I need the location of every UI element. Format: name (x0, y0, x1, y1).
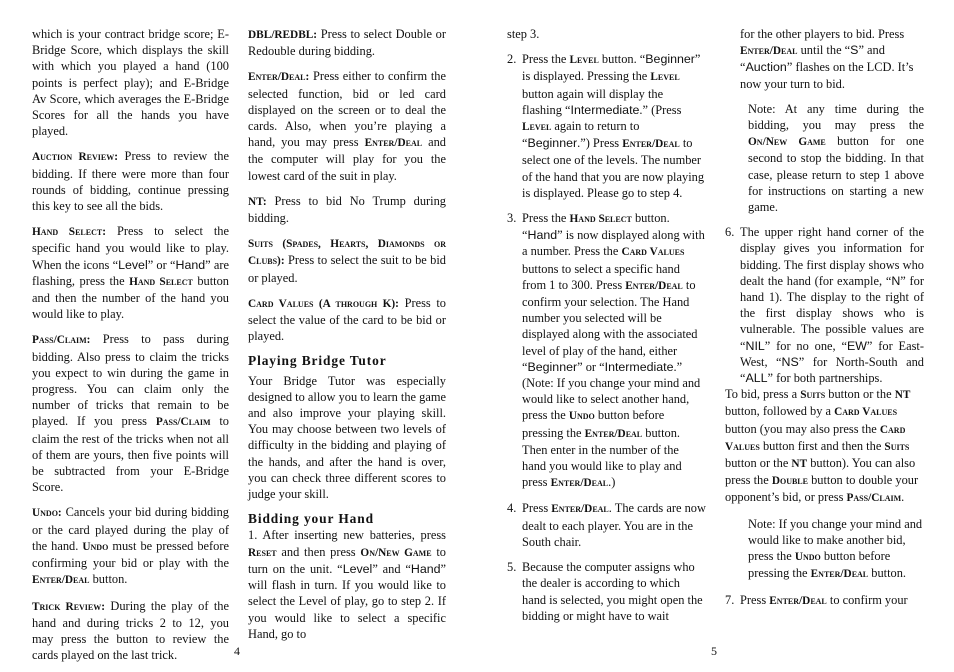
trick-review-paragraph: Trick Review: During the play of the hand and during tricks 2 to 12, you may press the button to review the cards played on the last trick. (32, 598, 229, 663)
pass-claim-label: Pass/Claim: (32, 334, 91, 347)
nt-paragraph: NT: Press to bid No Trump during bidding. (248, 193, 446, 226)
page5-column-left (507, 26, 706, 633)
step-2-item: 2. Press the Level button. “Beginner” is displayed. Pressing the Level button again will display the flashing “Intermediate.” (Press Level again to return to “Beginner.”) Press Enter/Deal to select one of the levels. The number of the hand that you are now playing is displayed. Please go to step 4. (507, 52, 705, 200)
step-7-item: 7. Press Enter/Deal to confirm your (725, 592, 908, 607)
enter-deal-label: Enter/Deal: (248, 71, 310, 84)
dbl-redbl-label: DBL/REDBL: (248, 29, 318, 41)
suits-label: Suits (Spades, Hearts, Diamonds or Clubs): (248, 238, 446, 268)
page-number-4: 4 (234, 644, 240, 658)
auction-review-paragraph: Auction Review: Press to review the bidding. If there were more than four rounds of bidding, continue pressing this key to see all the bids. (32, 149, 229, 214)
score-description-paragraph: which is your contract bridge score; E-Bridge Score, which displays the skill with which you played a hand (100 points is perfect play); and E-Bridge Av Score, which averages the E-Bridge Scores for all the hands you have played. (32, 27, 229, 139)
step-5-item: 5. Because the computer assigns who the dealer is according to which hand is selected, you might open the bidding or might have to wait (507, 560, 703, 623)
step-5-continuation: for the other players to bid. Press Enter/Deal until the “S” and “Auction” flashes on the LCD. It’s now your turn to bid. (740, 27, 914, 91)
card-values-label: Card Values (A through K): (248, 297, 399, 310)
suits-paragraph: Suits (Spades, Hearts, Diamonds or Clubs): Press to select the suit to be bid or played. (248, 238, 446, 285)
page4-column-right (248, 26, 446, 651)
undo-paragraph: Undo: Cancels your bid during bidding or the card played during the play of the hand. Undo must be pressed before confirming your bid or play with the Enter/Deal button. (32, 505, 229, 587)
nt-label: NT: (248, 195, 267, 208)
trick-review-label: Trick Review: (32, 600, 106, 613)
step-6-item: 6. The upper right hand corner of the display gives you information for bidding. The first display shows who dealt the hand (for example, “N” for hand 1). The display to the right of the first display shows who is vulnerable. The possible values are “NIL” for no one, “EW” for East-West, “NS” for North-South and “ALL” for both partnerships. (725, 225, 925, 386)
card-values-paragraph: Card Values (A through K): Press to select the value of the card to be bid or played. (248, 295, 446, 344)
note-change-bid: Note: If you change your mind and would like to make another bid, press the Undo button before pressing the Enter/Deal button. (748, 516, 923, 581)
how-to-bid-paragraph: To bid, press a Suits button or the NT button, followed by a Card Values button (you may also press the Card Values button first and then the Suits button or the NT button). You can also press the Double button to double your opponent’s bid, or press Pass/Claim. (725, 387, 919, 505)
page4-column-left (32, 26, 229, 672)
step-1-paragraph: 1. After inserting new batteries, press Reset and then press On/New Game to turn on the unit. “Level” and “Hand” will flash in turn. If you would like to select the Level of play, go to step 2. If you would like to select a specific Hand, go to (248, 528, 446, 641)
pass-claim-paragraph: Pass/Claim: Press to pass during bidding. Also press to claim the tricks you expect to win during the game in progress. You can claim only the number of tricks that remain to be played. If you press Pass/Claim to claim the rest of the tricks when not all of them are yours, then five points will be subtracted from your E-Bridge Score. (32, 332, 229, 495)
hand-select-label: Hand Select: (32, 226, 106, 239)
page5-column-right (725, 26, 924, 618)
step-3-continuation: step 3. (507, 27, 540, 41)
lcd-level-text: Level (118, 257, 148, 272)
heading-bidding-your-hand: Bidding your Hand (248, 511, 374, 527)
step-4-item: 4. Press Enter/Deal. The cards are now dealt to each player. You are in the South chair. (507, 501, 706, 549)
note-stop-bidding: Note: At any time during the bidding, you may press the On/New Game button for one second to stop the bidding. In that case, please return to step 1 above for instructions on starting a new game. (748, 101, 924, 215)
page-number-5: 5 (711, 644, 717, 658)
hand-select-paragraph: Hand Select: Press to select the specific hand you would like to play. When the icons “Level” or “Hand” are flashing, press the Hand Select button and then the number of the hand you would like to play. (32, 224, 229, 322)
dbl-redbl-paragraph: DBL/REDBL: Press to select Double or Redouble during bidding. (248, 27, 446, 59)
undo-label: Undo: (32, 507, 62, 520)
enter-deal-paragraph: Enter/Deal: Press either to confirm the selected function, bid or led card displayed on the screen or to deal the cards. Also, when you’re playing a hand, you may press Enter/Deal and the computer will play for you the lowest card of the suit in play. (248, 69, 446, 183)
step-3-item: 3. Press the Hand Select button. “Hand” is now displayed along with a number. Press the Card Values buttons to select a specific hand from 1 to 300. Press Enter/Deal to confirm your selection. The Hand number you selected will be displayed along with the associated level of play of the hand, either “Beginner” or “Intermediate.” (Note: If you change your mind and would like to select another hand, press the Undo button before pressing the Enter/Deal button. Then enter in the number of the hand you would like to play and press Enter/Deal.) (507, 211, 705, 490)
tutor-intro-paragraph: Your Bridge Tutor was especially designed to allow you to learn the game and also improve your playing skill. You may choose between two levels of difficulty in the bidding and playing of the hands, and after the hand is over, you can check three different scores to judge your skill. (248, 373, 446, 502)
auction-review-label: Auction Review: (32, 151, 118, 164)
heading-playing-bridge-tutor: Playing Bridge Tutor (248, 353, 387, 369)
lcd-hand-text: Hand (175, 257, 206, 272)
